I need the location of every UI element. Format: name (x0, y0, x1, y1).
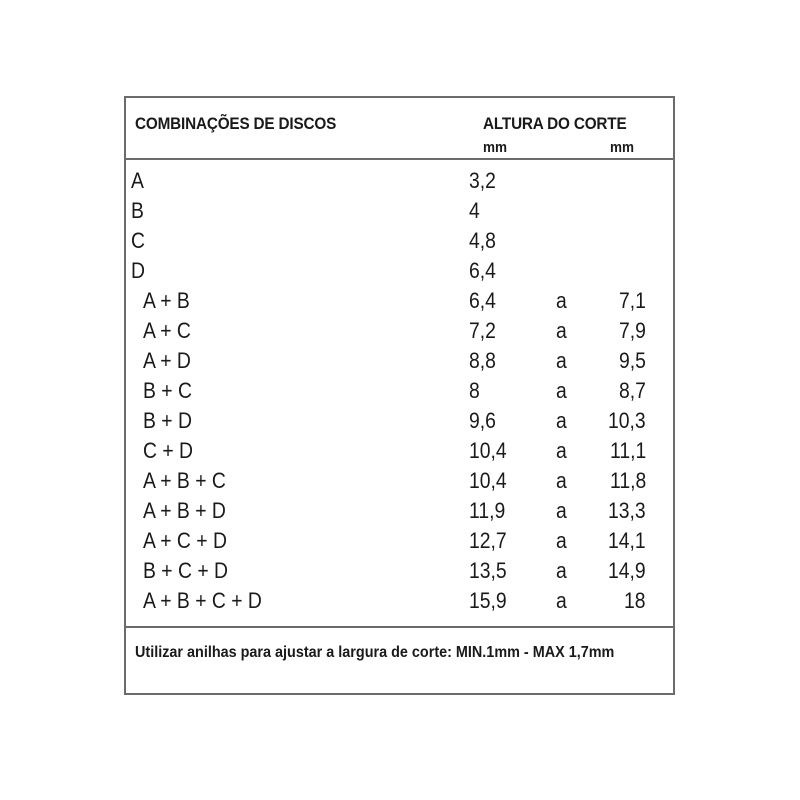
cut-height-min: 13,5 (469, 558, 507, 583)
cut-height-max: 7,9 (619, 318, 646, 343)
cut-height-max: 8,7 (619, 378, 646, 403)
disc-combination: A + D (143, 348, 191, 373)
disc-combination: A + C + D (143, 528, 227, 553)
cut-height-min: 11,9 (469, 498, 506, 523)
range-separator: a (556, 498, 567, 523)
table-row (126, 346, 673, 376)
table-body (126, 166, 673, 616)
unit-label-max: mm (610, 139, 635, 156)
disc-combination: B (131, 198, 144, 223)
table-row (126, 376, 673, 406)
table-row (126, 466, 673, 496)
cut-height-min: 8,8 (469, 348, 496, 373)
cut-height-min: 6,4 (469, 258, 496, 283)
footer-note: Utilizar anilhas para ajustar a largura de corte: MIN.1mm - MAX 1,7mm (135, 644, 615, 661)
table-row (126, 286, 673, 316)
disc-combination-table (124, 96, 675, 695)
cut-height-max: 9,5 (619, 348, 646, 373)
cut-height-max: 14,9 (608, 558, 646, 583)
table-header (126, 98, 673, 160)
cut-height-max: 14,1 (608, 528, 646, 553)
cut-height-max: 11,8 (609, 468, 646, 493)
disc-combination: D (131, 258, 145, 283)
table-row (126, 406, 673, 436)
table-row (126, 436, 673, 466)
cut-height-max: 10,3 (608, 408, 646, 433)
table-row (126, 196, 673, 226)
table-row (126, 526, 673, 556)
table-row (126, 166, 673, 196)
cut-height-min: 8 (469, 378, 480, 403)
cut-height-min: 12,7 (469, 528, 507, 553)
range-separator: a (556, 528, 567, 553)
table-row (126, 556, 673, 586)
disc-combination: B + D (143, 408, 192, 433)
cut-height-min: 9,6 (469, 408, 496, 433)
table-row (126, 256, 673, 286)
table-row (126, 586, 673, 616)
cut-height-min: 4 (469, 198, 480, 223)
combinations-column-header: COMBINAÇÕES DE DISCOS (135, 114, 337, 133)
cut-height-min: 15,9 (469, 588, 507, 613)
cut-height-column-header: ALTURA DO CORTE (483, 114, 627, 133)
disc-combination: A (131, 168, 144, 193)
disc-combination: A + B + C (143, 468, 226, 493)
range-separator: a (556, 588, 567, 613)
disc-combination: C + D (143, 438, 194, 463)
cut-height-min: 10,4 (469, 438, 507, 463)
table-footer (126, 626, 673, 695)
cut-height-max: 13,3 (608, 498, 646, 523)
disc-combination: A + C (143, 318, 191, 343)
range-separator: a (556, 348, 567, 373)
cut-height-min: 4,8 (469, 228, 496, 253)
disc-combination: B + C (143, 378, 192, 403)
cut-height-max: 18 (624, 588, 646, 613)
range-separator: a (556, 378, 567, 403)
table-row (126, 226, 673, 256)
cut-height-max: 7,1 (619, 288, 646, 313)
range-separator: a (556, 288, 567, 313)
disc-combination: A + B (143, 288, 190, 313)
cut-height-min: 7,2 (469, 318, 496, 343)
cut-height-max: 11,1 (609, 438, 646, 463)
disc-combination: C (131, 228, 145, 253)
disc-combination: A + B + C + D (143, 588, 262, 613)
cut-height-min: 6,4 (469, 288, 496, 313)
unit-label-min: mm (483, 139, 508, 156)
range-separator: a (556, 318, 567, 343)
range-separator: a (556, 438, 567, 463)
range-separator: a (556, 558, 567, 583)
table-row (126, 496, 673, 526)
cut-height-min: 3,2 (469, 168, 496, 193)
cut-height-min: 10,4 (469, 468, 507, 493)
disc-combination: B + C + D (143, 558, 229, 583)
range-separator: a (556, 468, 567, 493)
table-row (126, 316, 673, 346)
range-separator: a (556, 408, 567, 433)
disc-combination: A + B + D (143, 498, 226, 523)
